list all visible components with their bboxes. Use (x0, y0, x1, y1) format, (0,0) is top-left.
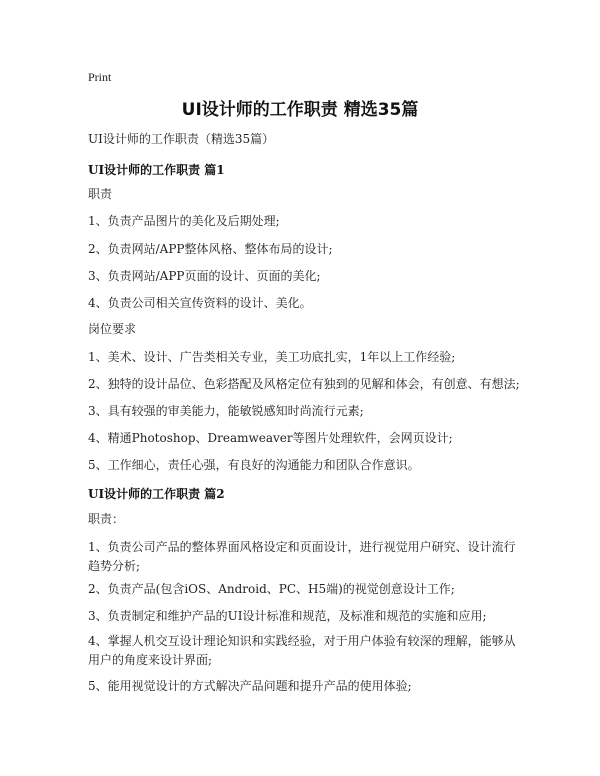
section-1-requirement-item: 5、工作细心，责任心强，有良好的沟通能力和团队合作意识。 (88, 458, 420, 472)
section-1-requirements-label: 岗位要求 (88, 322, 137, 336)
section-2-duties-label: 职责： (88, 512, 125, 526)
section-1-duty-item: 1、负责产品图片的美化及后期处理; (88, 214, 280, 228)
section-2-duty-item: 3、负责制定和维护产品的UI设计标准和规范，及标准和规范的实施和应用; (88, 609, 487, 623)
section-1-duty-item: 2、负责网站/APP整体风格、整体布局的设计; (88, 242, 333, 256)
document-title: UI设计师的工作职责 精选35篇 (181, 100, 419, 120)
section-1-duty-item: 3、负责网站/APP页面的设计、页面的美化; (88, 269, 321, 283)
section-2-duty-item: 5、能用视觉设计的方式解决产品问题和提升产品的使用体验; (88, 679, 412, 693)
print-link[interactable]: Print (88, 70, 112, 84)
section-1-duties-label: 职责 (88, 187, 113, 201)
section-2-duty-item: 2、负责产品(包含iOS、Android、PC、H5端)的视觉创意设计工作; (88, 582, 455, 596)
section-1-duty-item: 4、负责公司相关宣传资料的设计、美化。 (88, 296, 312, 310)
section-1-heading: UI设计师的工作职责 篇1 (88, 163, 225, 177)
section-2-heading: UI设计师的工作职责 篇2 (88, 487, 225, 501)
section-1-requirement-item: 1、美术、设计、广告类相关专业，美工功底扎实，1年以上工作经验; (88, 350, 456, 364)
section-1-requirement-item: 2、独特的设计品位、色彩搭配及风格定位有独到的见解和体会，有创意、有想法; (88, 377, 520, 391)
section-1-requirement-item: 4、精通Photoshop、Dreamweaver等图片处理软件，会网页设计; (88, 431, 453, 445)
section-2-duty-item: 1、负责公司产品的整体界面风格设定和页面设计，进行视觉用户研究、设计流行趋势分析; (88, 540, 516, 573)
section-1-requirement-item: 3、具有较强的审美能力，能敏锐感知时尚流行元素; (88, 404, 364, 418)
section-2-duty-item: 4、掌握人机交互设计理论知识和实践经验，对于用户体验有较深的理解，能够从用户的角度来设计界面; (88, 634, 516, 667)
document-subtitle: UI设计师的工作职责（精选35篇） (88, 132, 275, 146)
